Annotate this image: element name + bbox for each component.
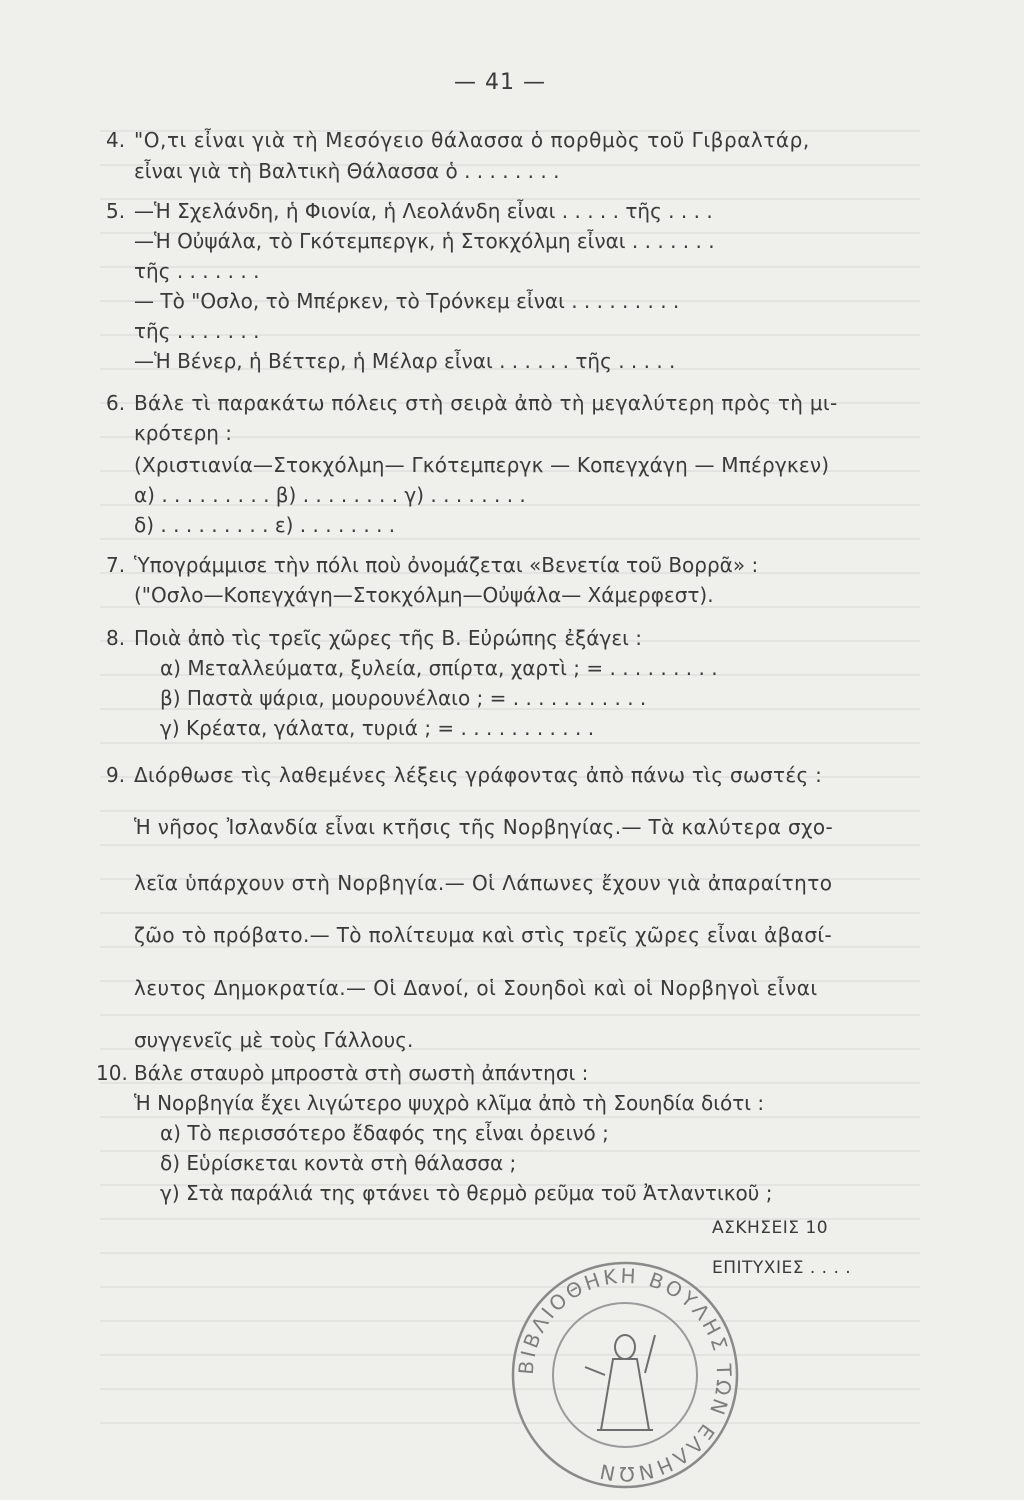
svg-text:ΒΙΒΛΙΟΘΗΚΗ ΒΟΥΛΗΣ ΤΩΝ ΕΛΛΗΝΩΝ [514,1264,737,1486]
question-5-line-3: τῆς . . . . . . . [134,259,260,283]
question-7-number: 7. [106,553,126,577]
question-9-line-4: ζῶο τὸ πρόβατο.— Τὸ πολίτευμα καὶ στὶς τρεῖς χῶρες εἶναι ἀβασί- [134,923,833,947]
question-10-option-b: δ) Εὑρίσκεται κοντὰ στὴ θάλασσα ; [160,1151,517,1175]
successes-count: ΕΠΙΤΥΧΙΕΣ . . . . [712,1258,852,1278]
question-10-line-1: Βάλε σταυρὸ μπροστὰ στὴ σωστὴ ἀπάντησι : [134,1061,589,1085]
question-6-line-1: Βάλε τὶ παρακάτω πόλεις στὴ σειρὰ ἀπὸ τὴ μεγαλύτερη πρὸς τὴ μι- [134,391,838,415]
question-10-option-a: α) Τὸ περισσότερο ἔδαφός της εἶναι ὀρεινό ; [160,1121,609,1145]
question-5-number: 5. [106,199,126,223]
question-5-line-2: —Ἡ Οὐψάλα, τὸ Γκότεμπεργκ, ἡ Στοκχόλμη εἶναι . . . . . . . [134,229,715,253]
question-10-option-c: γ) Στὰ παράλιά της φτάνει τὸ θερμὸ ρεῦμα τοῦ Ἀτλαντικοῦ ; [160,1181,773,1205]
athena-figure-icon [585,1335,655,1430]
question-8-line-2: α) Μεταλλεύματα, ξυλεία, σπίρτα, χαρτὶ ; = . . . . . . . . . [160,656,718,680]
question-6-line-4: α) . . . . . . . . . β) . . . . . . . . γ) . . . . . . . . [134,483,526,507]
stamp-text: ΒΙΒΛΙΟΘΗΚΗ ΒΟΥΛΗΣ ΤΩΝ ΕΛΛΗΝΩΝ [513,1263,737,1487]
question-9-line-5: λευτος Δημοκρατία.— Οἱ Δανοί, οἱ Σουηδοὶ καὶ οἱ Νορβηγοὶ εἶναι [134,976,818,1000]
question-6-line-5: δ) . . . . . . . . . ε) . . . . . . . . [134,513,396,537]
library-stamp [505,1255,745,1495]
question-4-number: 4. [106,128,126,152]
question-8-line-3: β) Παστὰ ψάρια, μουρουνέλαιο ; = . . . . . . . . . . . [160,686,647,710]
question-7-line-2: ("Οσλο—Κοπεγχάγη—Στοκχόλμη—Οὐψάλα— Χάμερφεστ). [134,583,714,607]
question-5-line-6: —Ἡ Βένερ, ἡ Βέττερ, ἡ Μέλαρ εἶναι . . . . . . τῆς . . . . . [134,349,676,373]
question-5-line-1: —Ἡ Σχελάνδη, ἡ Φιονία, ἡ Λεολάνδη εἶναι . . . . . τῆς . . . . [134,199,713,223]
question-8-line-1: Ποιὰ ἀπὸ τὶς τρεῖς χῶρες τῆς Β. Εὐρώπης ἐξάγει : [134,626,642,650]
question-5-line-5: τῆς . . . . . . . [134,319,260,343]
question-8-number: 8. [106,626,126,650]
question-4-line-2: εἶναι γιὰ τὴ Βαλτικὴ Θάλασσα ὁ . . . . . . . . [134,159,560,183]
question-9-line-1: Διόρθωσε τὶς λαθεμένες λέξεις γράφοντας ἀπὸ πάνω τὶς σωστές : [134,763,823,787]
question-9-number: 9. [106,763,126,787]
question-6-number: 6. [106,391,126,415]
question-9-line-6: συγγενεῖς μὲ τοὺς Γάλλους. [134,1028,414,1052]
question-9-line-2: Ἡ νῆσος Ἰσλανδία εἶναι κτῆσις τῆς Νορβηγίας.— Τὰ καλύτερα σχο- [134,815,834,839]
page-number: — 41 — [454,70,546,95]
question-8-line-4: γ) Κρέατα, γάλατα, τυριά ; = . . . . . . . . . . . [160,716,595,740]
question-5-line-4: — Τὸ "Οσλο, τὸ Μπέρκεν, τὸ Τρόνκεμ εἶναι . . . . . . . . . [134,289,680,313]
question-6-line-3: (Χριστιανία—Στοκχόλμη— Γκότεμπεργκ — Κοπεγχάγη — Μπέργκεν) [134,453,830,477]
question-10-line-2: Ἡ Νορβηγία ἔχει λιγώτερο ψυχρὸ κλῖμα ἀπὸ τὴ Σουηδία διότι : [134,1091,765,1115]
question-10-number: 10. [96,1061,128,1085]
question-4-line-1: "Ο,τι εἶναι γιὰ τὴ Μεσόγειο θάλασσα ὁ πορθμὸς τοῦ Γιβραλτάρ, [134,128,810,152]
exercises-count: ΑΣΚΗΣΕΙΣ 10 [712,1218,829,1238]
question-6-line-2: κρότερη : [134,421,233,445]
question-9-line-3: λεῖα ὑπάρχουν στὴ Νορβηγία.— Οἱ Λάπωνες ἔχουν γιὰ ἀπαραίτητο [134,871,833,895]
question-7-line-1: Ὑπογράμμισε τὴν πόλι ποὺ ὀνομάζεται «Βενετία τοῦ Βορρᾶ» : [134,553,759,577]
